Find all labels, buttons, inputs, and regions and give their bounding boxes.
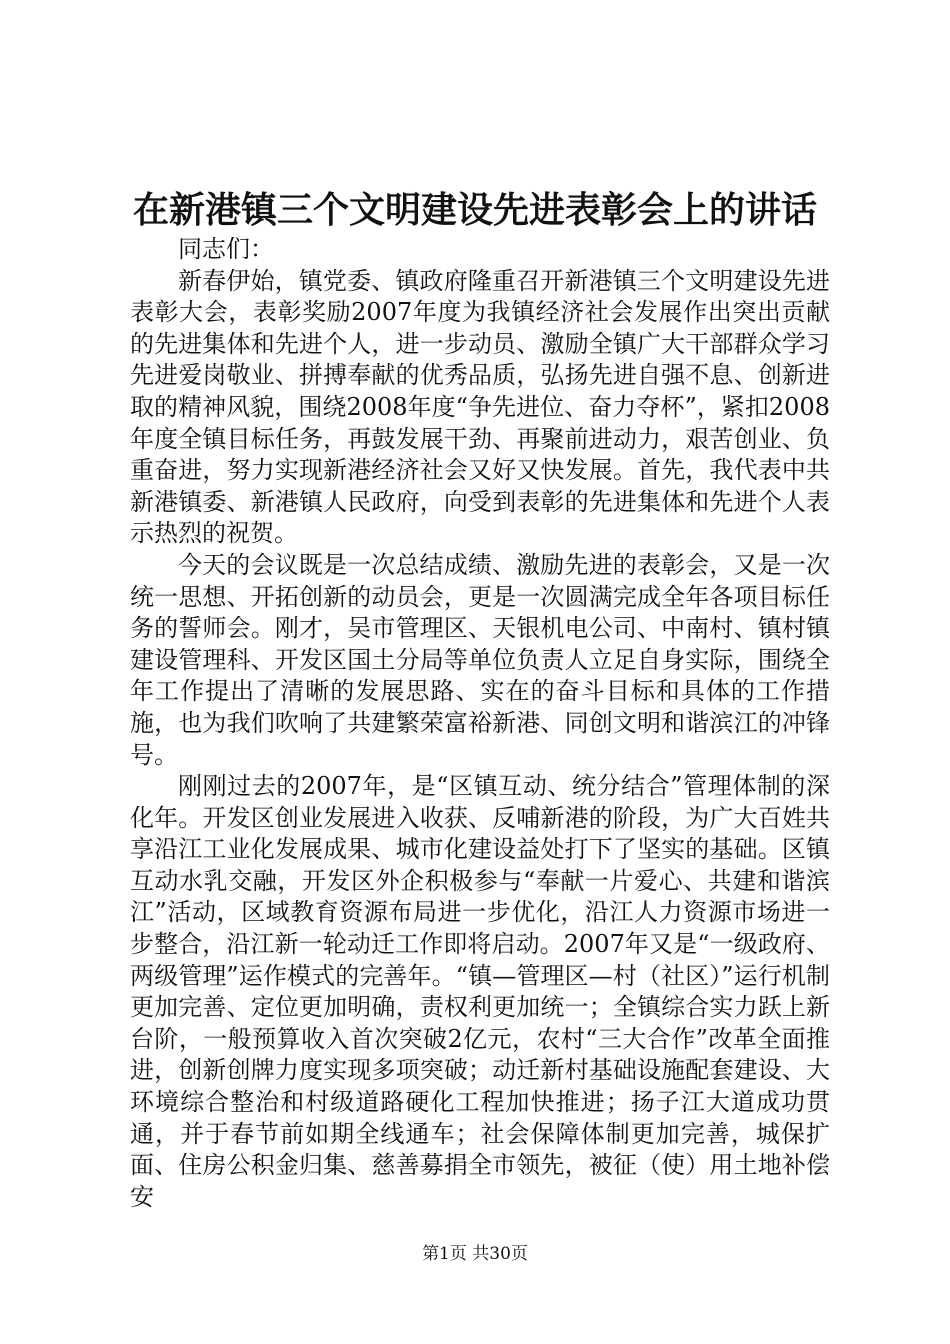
salutation: 同志们： (178, 235, 274, 263)
page-footer: 第1页 共30页 (422, 1244, 528, 1264)
paragraph: 今天的会议既是一次总结成绩、激励先进的表彰会，又是一次统一思想、开拓创新的动员会，更是一次圆满完成全年各项目标任务的誓师会。刚才，吴市管理区、天银机电公司、中南村、镇村镇建设管理科、开发区国土分局等单位负责人立足自身实际，围绕全年工作提出了清晰的发展思路、实在的奋斗目标和具体的工作措施，也为我们吹响了共建繁荣富裕新港、同创文明和谐滨江的冲锋号。 (130, 550, 830, 769)
document-body (130, 234, 830, 1213)
paragraph: 刚刚过去的2007年，是“区镇互动、统分结合”管理体制的深化年。开发区创业发展进入收获、反哺新港的阶段，为广大百姓共享沿江工业化发展成果、城市化建设益处打下了坚实的基础。区镇互动水乳交融，开发区外企积极参与“奉献一片爱心、共建和谐滨江”活动，区域教育资源布局进一步优化，沿江人力资源市场进一步整合，沿江新一轮动迁工作即将启动。2007年又是“一级政府、两级管理”运作模式的完善年。“镇—管理区—村（社区）”运行机制更加完善、定位更加明确，责权利更加统一；全镇综合实力跃上新台阶，一般预算收入首次突破2亿元，农村“三大合作”改革全面推进，创新创牌力度实现多项突破；动迁新村基础设施配套建设、大环境综合整治和村级道路硬化工程加快推进；扬子江大道成功贯通，并于春节前如期全线通车；社会保障体制更加完善，城保扩面、住房公积金归集、慈善募捐全市领先，被征（使）用土地补偿安 (130, 772, 830, 1211)
document-title: 在新港镇三个文明建设先进表彰会上的讲话 (132, 189, 817, 231)
paragraph: 新春伊始，镇党委、镇政府隆重召开新港镇三个文明建设先进表彰大会，表彰奖励2007年度为我镇经济社会发展作出突出贡献的先进集体和先进个人，进一步动员、激励全镇广大干部群众学习先进爱岗敬业、拼搏奉献的优秀品质，弘扬先进自强不息、创新进取的精神风貌，围绕2008年度“争先进位、奋力夺杯”，紧扣2008年度全镇目标任务，再鼓发展干劲、再聚前进动力，艰苦创业、负重奋进，努力实现新港经济社会又好又快发展。首先，我代表中共新港镇委、新港镇人民政府，向受到表彰的先进集体和先进个人表示热烈的祝贺。 (130, 266, 830, 548)
